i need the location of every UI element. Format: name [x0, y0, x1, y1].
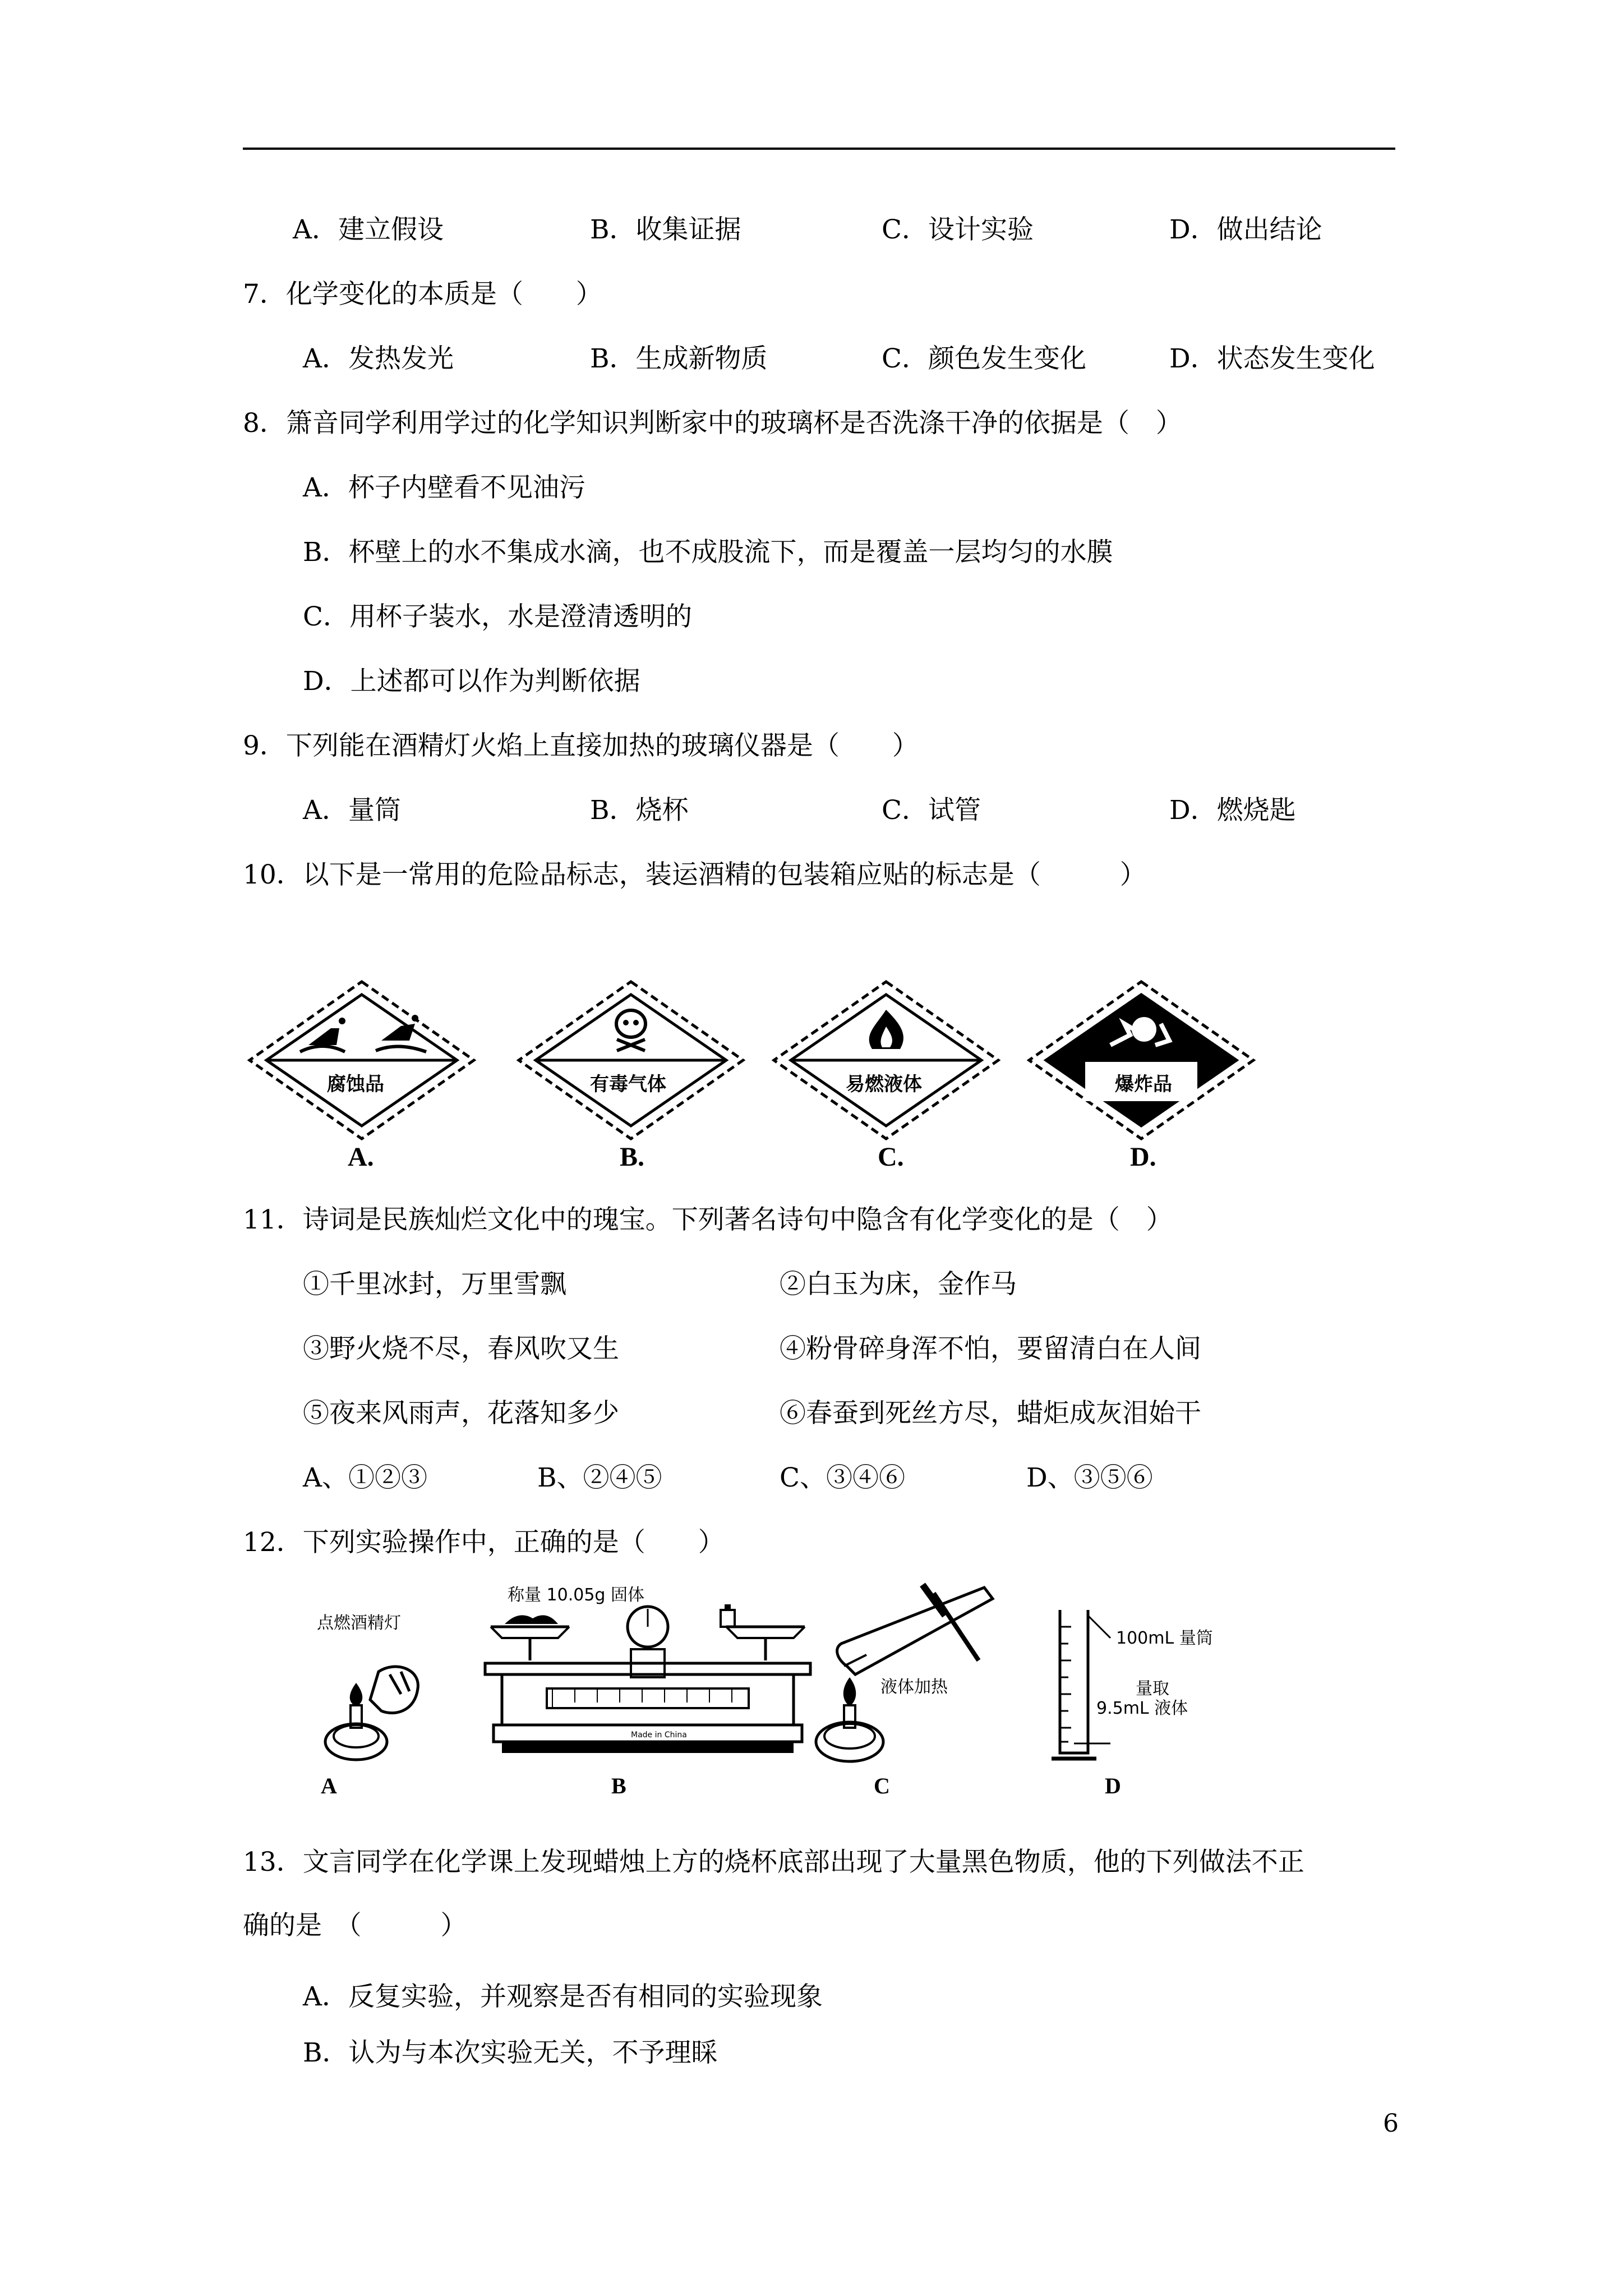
- q8-stem: 8．箫音同学利用学过的化学知识判断家中的玻璃杯是否洗涤干净的依据是（ ）: [243, 408, 1182, 439]
- hazard-sign-toxic-gas: [516, 979, 746, 1142]
- q9-option-c: C．试管: [882, 795, 981, 826]
- q10-stem: 10．以下是一常用的危险品标志，装运酒精的包装箱应贴的标志是（ ）: [243, 859, 1146, 890]
- q12-stem: 12．下列实验操作中，正确的是（ ）: [243, 1527, 725, 1558]
- hazard-letter-b: B.: [620, 1142, 645, 1172]
- q11-poem-5: ⑤夜来风雨声，花落知多少: [303, 1398, 619, 1429]
- fig-d-letter: D: [1105, 1773, 1121, 1798]
- q7-option-b: B．生成新物质: [590, 343, 768, 374]
- fig-c-label: 液体加热: [880, 1677, 948, 1697]
- q9-option-b: B．烧杯: [590, 795, 689, 826]
- q9-option-d: D．燃烧匙: [1169, 795, 1296, 826]
- q11-option-c: C、③④⑥: [780, 1462, 905, 1493]
- q8-option-b: B．杯壁上的水不集成水滴，也不成股流下，而是覆盖一层均匀的水膜: [303, 537, 1113, 568]
- q7-option-d: D．状态发生变化: [1169, 343, 1375, 374]
- q7-stem: 7．化学变化的本质是（ ）: [243, 279, 602, 310]
- q13-stem-line-1: 13．文言同学在化学课上发现蜡烛上方的烧杯底部出现了大量黑色物质，他的下列做法不正: [243, 1847, 1304, 1878]
- q9-option-a: A．量筒: [303, 795, 401, 826]
- q8-option-c: C．用杯子装水，水是澄清透明的: [303, 601, 692, 632]
- q11-option-b: B、②④⑤: [537, 1462, 662, 1493]
- fig-d-label-1: 100mL 量筒: [1116, 1628, 1213, 1648]
- hazard-label-a: 腐蚀品: [327, 1073, 384, 1096]
- q6-option-c: C．设计实验: [882, 214, 1034, 245]
- q8-option-d: D．上述都可以作为判断依据: [303, 666, 640, 697]
- hazard-sign-explosive: [1026, 979, 1256, 1142]
- fig-b-letter: B: [611, 1773, 626, 1798]
- hazard-label-d: 爆炸品: [1115, 1073, 1172, 1096]
- hazard-label-b: 有毒气体: [590, 1073, 666, 1096]
- hazard-sign-flammable-liquid: [771, 979, 1001, 1142]
- q11-poem-3: ③野火烧不尽，春风吹又生: [303, 1333, 619, 1364]
- hazard-sign-corrosive: [247, 979, 477, 1142]
- q11-poem-4: ④粉骨碎身浑不怕，要留清白在人间: [780, 1333, 1201, 1364]
- header-rule: [243, 148, 1395, 150]
- q13-stem-line-2: 确的是 （ ）: [243, 1910, 467, 1941]
- q8-option-a: A．杯子内壁看不见油污: [303, 472, 585, 503]
- q11-stem: 11．诗词是民族灿烂文化中的瑰宝。下列著名诗句中隐含有化学变化的是（ ）: [243, 1204, 1173, 1235]
- q6-option-b: B．收集证据: [590, 214, 741, 245]
- balance-weighing-illustration: [479, 1604, 827, 1767]
- hazard-letter-c: C.: [878, 1142, 904, 1172]
- q6-option-a: A．建立假设: [293, 214, 444, 245]
- q11-poem-1: ①千里冰封，万里雪飘: [303, 1269, 566, 1300]
- hazard-label-c: 易燃液体: [846, 1073, 922, 1096]
- q11-option-a: A、①②③: [303, 1462, 427, 1493]
- fig-c-letter: C: [874, 1773, 890, 1798]
- alcohol-lamp-lighting-illustration: [317, 1638, 429, 1767]
- q7-option-a: A．发热发光: [303, 343, 454, 374]
- balance-mark: Made in China: [631, 1731, 687, 1740]
- q13-option-a: A．反复实验，并观察是否有相同的实验现象: [303, 1981, 823, 2012]
- hazard-letter-d: D.: [1130, 1142, 1156, 1172]
- hazard-letter-a: A.: [348, 1142, 374, 1172]
- q13-option-b: B．认为与本次实验无关，不予理睬: [303, 2037, 718, 2068]
- q11-poem-2: ②白玉为床，金作马: [780, 1269, 1017, 1300]
- graduated-cylinder-illustration: [1049, 1604, 1116, 1767]
- page-number: 6: [1383, 2109, 1399, 2138]
- q11-poem-6: ⑥春蚕到死丝方尽，蜡炬成灰泪始干: [780, 1398, 1201, 1429]
- q9-stem: 9．下列能在酒精灯火焰上直接加热的玻璃仪器是（ ）: [243, 730, 919, 761]
- fig-b-label: 称量 10.05g 固体: [508, 1585, 644, 1605]
- fig-a-letter: A: [321, 1773, 337, 1798]
- fig-d-label-2: 量取: [1136, 1679, 1169, 1699]
- q7-option-c: C．颜色发生变化: [882, 343, 1086, 374]
- q6-option-d: D．做出结论: [1169, 214, 1322, 245]
- q11-option-d: D、③⑤⑥: [1026, 1462, 1153, 1493]
- fig-a-label: 点燃酒精灯: [317, 1613, 401, 1633]
- fig-d-label-3: 9.5mL 液体: [1096, 1699, 1188, 1718]
